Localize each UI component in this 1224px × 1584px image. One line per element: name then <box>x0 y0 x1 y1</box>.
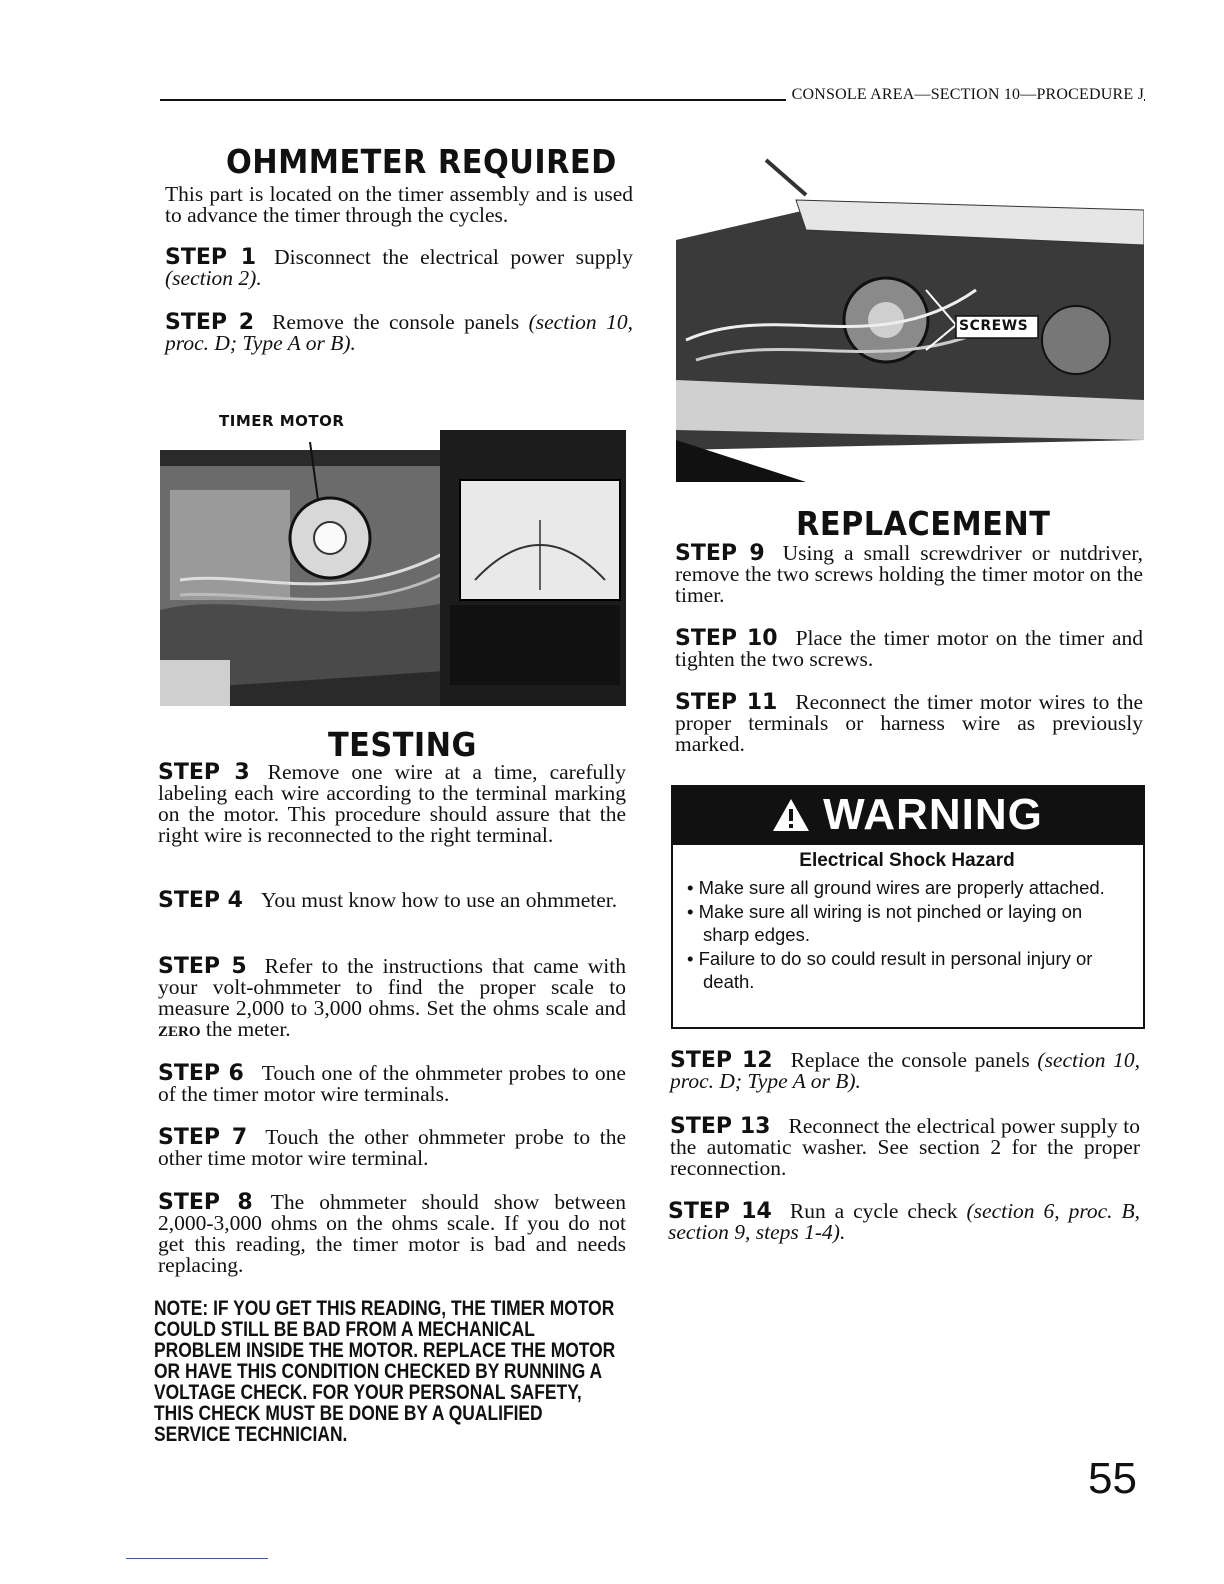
testing-title: TESTING <box>328 725 477 764</box>
warning-item: • Failure to do so could result in personal injury or death. <box>687 948 1093 992</box>
warning-triangle-icon <box>771 797 811 833</box>
step-3-text: Remove one wire at a time, carefully labeling each wire according to the terminal marking on the motor. This procedure should assure that the right wire is reconnected to the right terminal. <box>158 760 626 847</box>
step-4-text: You must know how to use an ohmmeter. <box>260 888 618 912</box>
step-4-label: STEP 4 <box>158 888 243 913</box>
warning-list <box>687 876 1127 994</box>
step-13-label: STEP 13 <box>670 1114 771 1139</box>
step-2 <box>165 312 633 354</box>
warning-header <box>671 785 1143 845</box>
warning-item: • Make sure all ground wires are properly attached. <box>687 877 1105 898</box>
step-11-text: Reconnect the timer motor wires to the proper terminals or harness wire as previously marked. <box>675 690 1143 756</box>
step-9 <box>675 543 1143 606</box>
warning-subtitle: Electrical Shock Hazard <box>799 850 1015 871</box>
timer-motor-photo <box>160 430 626 706</box>
step-5-zero: ZERO <box>158 1024 201 1040</box>
step-14-label: STEP 14 <box>668 1199 772 1224</box>
step-7 <box>158 1127 626 1169</box>
step-12-text: Replace the console panels <box>790 1048 1030 1072</box>
ohmmeter-required-title: OHMMETER REQUIRED <box>226 142 617 181</box>
step-14 <box>668 1201 1140 1243</box>
step-1-label: STEP 1 <box>165 245 257 270</box>
timer-motor-photo-art <box>160 430 626 706</box>
running-header: CONSOLE AREA—SECTION 10—PROCEDURE J <box>786 86 1144 104</box>
step-5-text: Refer to the instructions that came with your volt-ohmmeter to find the proper scale to measure 2,000 to 3,000 ohms. Set the ohms scale and <box>158 954 626 1020</box>
footer-link-rule <box>126 1558 268 1559</box>
step-2-label: STEP 2 <box>165 310 255 335</box>
step-7-label: STEP 7 <box>158 1125 248 1150</box>
intro-paragraph: This part is located on the timer assembly and is used to advance the timer through the cycles. <box>165 182 633 227</box>
step-7-text: Touch the other ohmmeter probe to the other time motor wire terminal. <box>158 1125 626 1170</box>
step-4 <box>158 890 626 911</box>
step-6-text: Touch one of the ohmmeter probes to one of the timer motor wire terminals. <box>158 1061 626 1106</box>
step-9-label: STEP 9 <box>675 541 765 566</box>
screws-label: SCREWS <box>959 318 1029 334</box>
step-6-label: STEP 6 <box>158 1061 244 1086</box>
timer-motor-label: TIMER MOTOR <box>219 412 345 430</box>
step-8 <box>158 1192 626 1276</box>
step-14-ref: (section 6, proc. B, section 9, steps 1-4). <box>668 1199 1141 1244</box>
step-1-ref: (section 2). <box>165 266 262 290</box>
step-12-label: STEP 12 <box>670 1048 773 1073</box>
step-10-text: Place the timer motor on the timer and tighten the two screws. <box>675 626 1143 671</box>
step-8-text: The ohmmeter should show between 2,000-3,000 ohms on the ohms scale. If you do not get this reading, the timer motor is bad and needs replacing. <box>158 1190 626 1277</box>
warning-item-text: Failure to do so could result in personal injury or death. <box>698 948 1093 992</box>
step-5 <box>158 956 626 1043</box>
step-2-text: Remove the console panels <box>272 310 520 334</box>
step-11 <box>675 692 1143 755</box>
warning-item: • Make sure all wiring is not pinched or laying on sharp edges. <box>687 901 1083 945</box>
step-5-label: STEP 5 <box>158 954 247 979</box>
step-10-label: STEP 10 <box>675 626 778 651</box>
step-12 <box>670 1050 1140 1092</box>
step-1 <box>165 247 633 289</box>
step-12-ref: (section 10, proc. D; Type A or B). <box>670 1048 1141 1093</box>
warning-item-text: Make sure all wiring is not pinched or laying on sharp edges. <box>698 901 1083 945</box>
step-8-label: STEP 8 <box>158 1190 253 1215</box>
page-number: 55 <box>1088 1454 1137 1503</box>
replacement-title: REPLACEMENT <box>796 504 1051 543</box>
step-3 <box>158 762 626 846</box>
warning-item-text: Make sure all ground wires are properly attached. <box>698 877 1105 898</box>
step-13-text: Reconnect the electrical power supply to the automatic washer. See section 2 for the proper reconnection. <box>670 1114 1141 1180</box>
screws-photo <box>676 150 1144 482</box>
testing-note: NOTE: IF YOU GET THIS READING, THE TIMER MOTOR COULD STILL BE BAD FROM A MECHANICAL PROBLEM INSIDE THE MOTOR. REPLACE THE MOTOR OR HAVE THIS CONDITION CHECKED BY RUNNING A VOLTAGE CHECK. FOR YOUR PERSONAL SAFETY, THIS CHECK MUST BE DONE BY A QUALIFIED SERVICE TECHNICIAN. <box>154 1297 616 1446</box>
warning-title: WARNING <box>823 790 1043 839</box>
step-9-text: Using a small screwdriver or nutdriver, remove the two screws holding the timer motor on the timer. <box>675 541 1143 607</box>
step-1-text: Disconnect the electrical power supply <box>274 245 633 269</box>
step-3-label: STEP 3 <box>158 760 250 785</box>
step-14-text: Run a cycle check <box>789 1199 958 1223</box>
step-11-label: STEP 11 <box>675 690 778 715</box>
step-10 <box>675 628 1143 670</box>
step-6 <box>158 1063 626 1105</box>
screws-photo-art <box>676 150 1144 482</box>
step-13 <box>670 1116 1140 1179</box>
step-2-ref: (section 10, proc. D; Type A or B). <box>165 310 633 355</box>
step-5-after: the meter. <box>205 1017 291 1041</box>
